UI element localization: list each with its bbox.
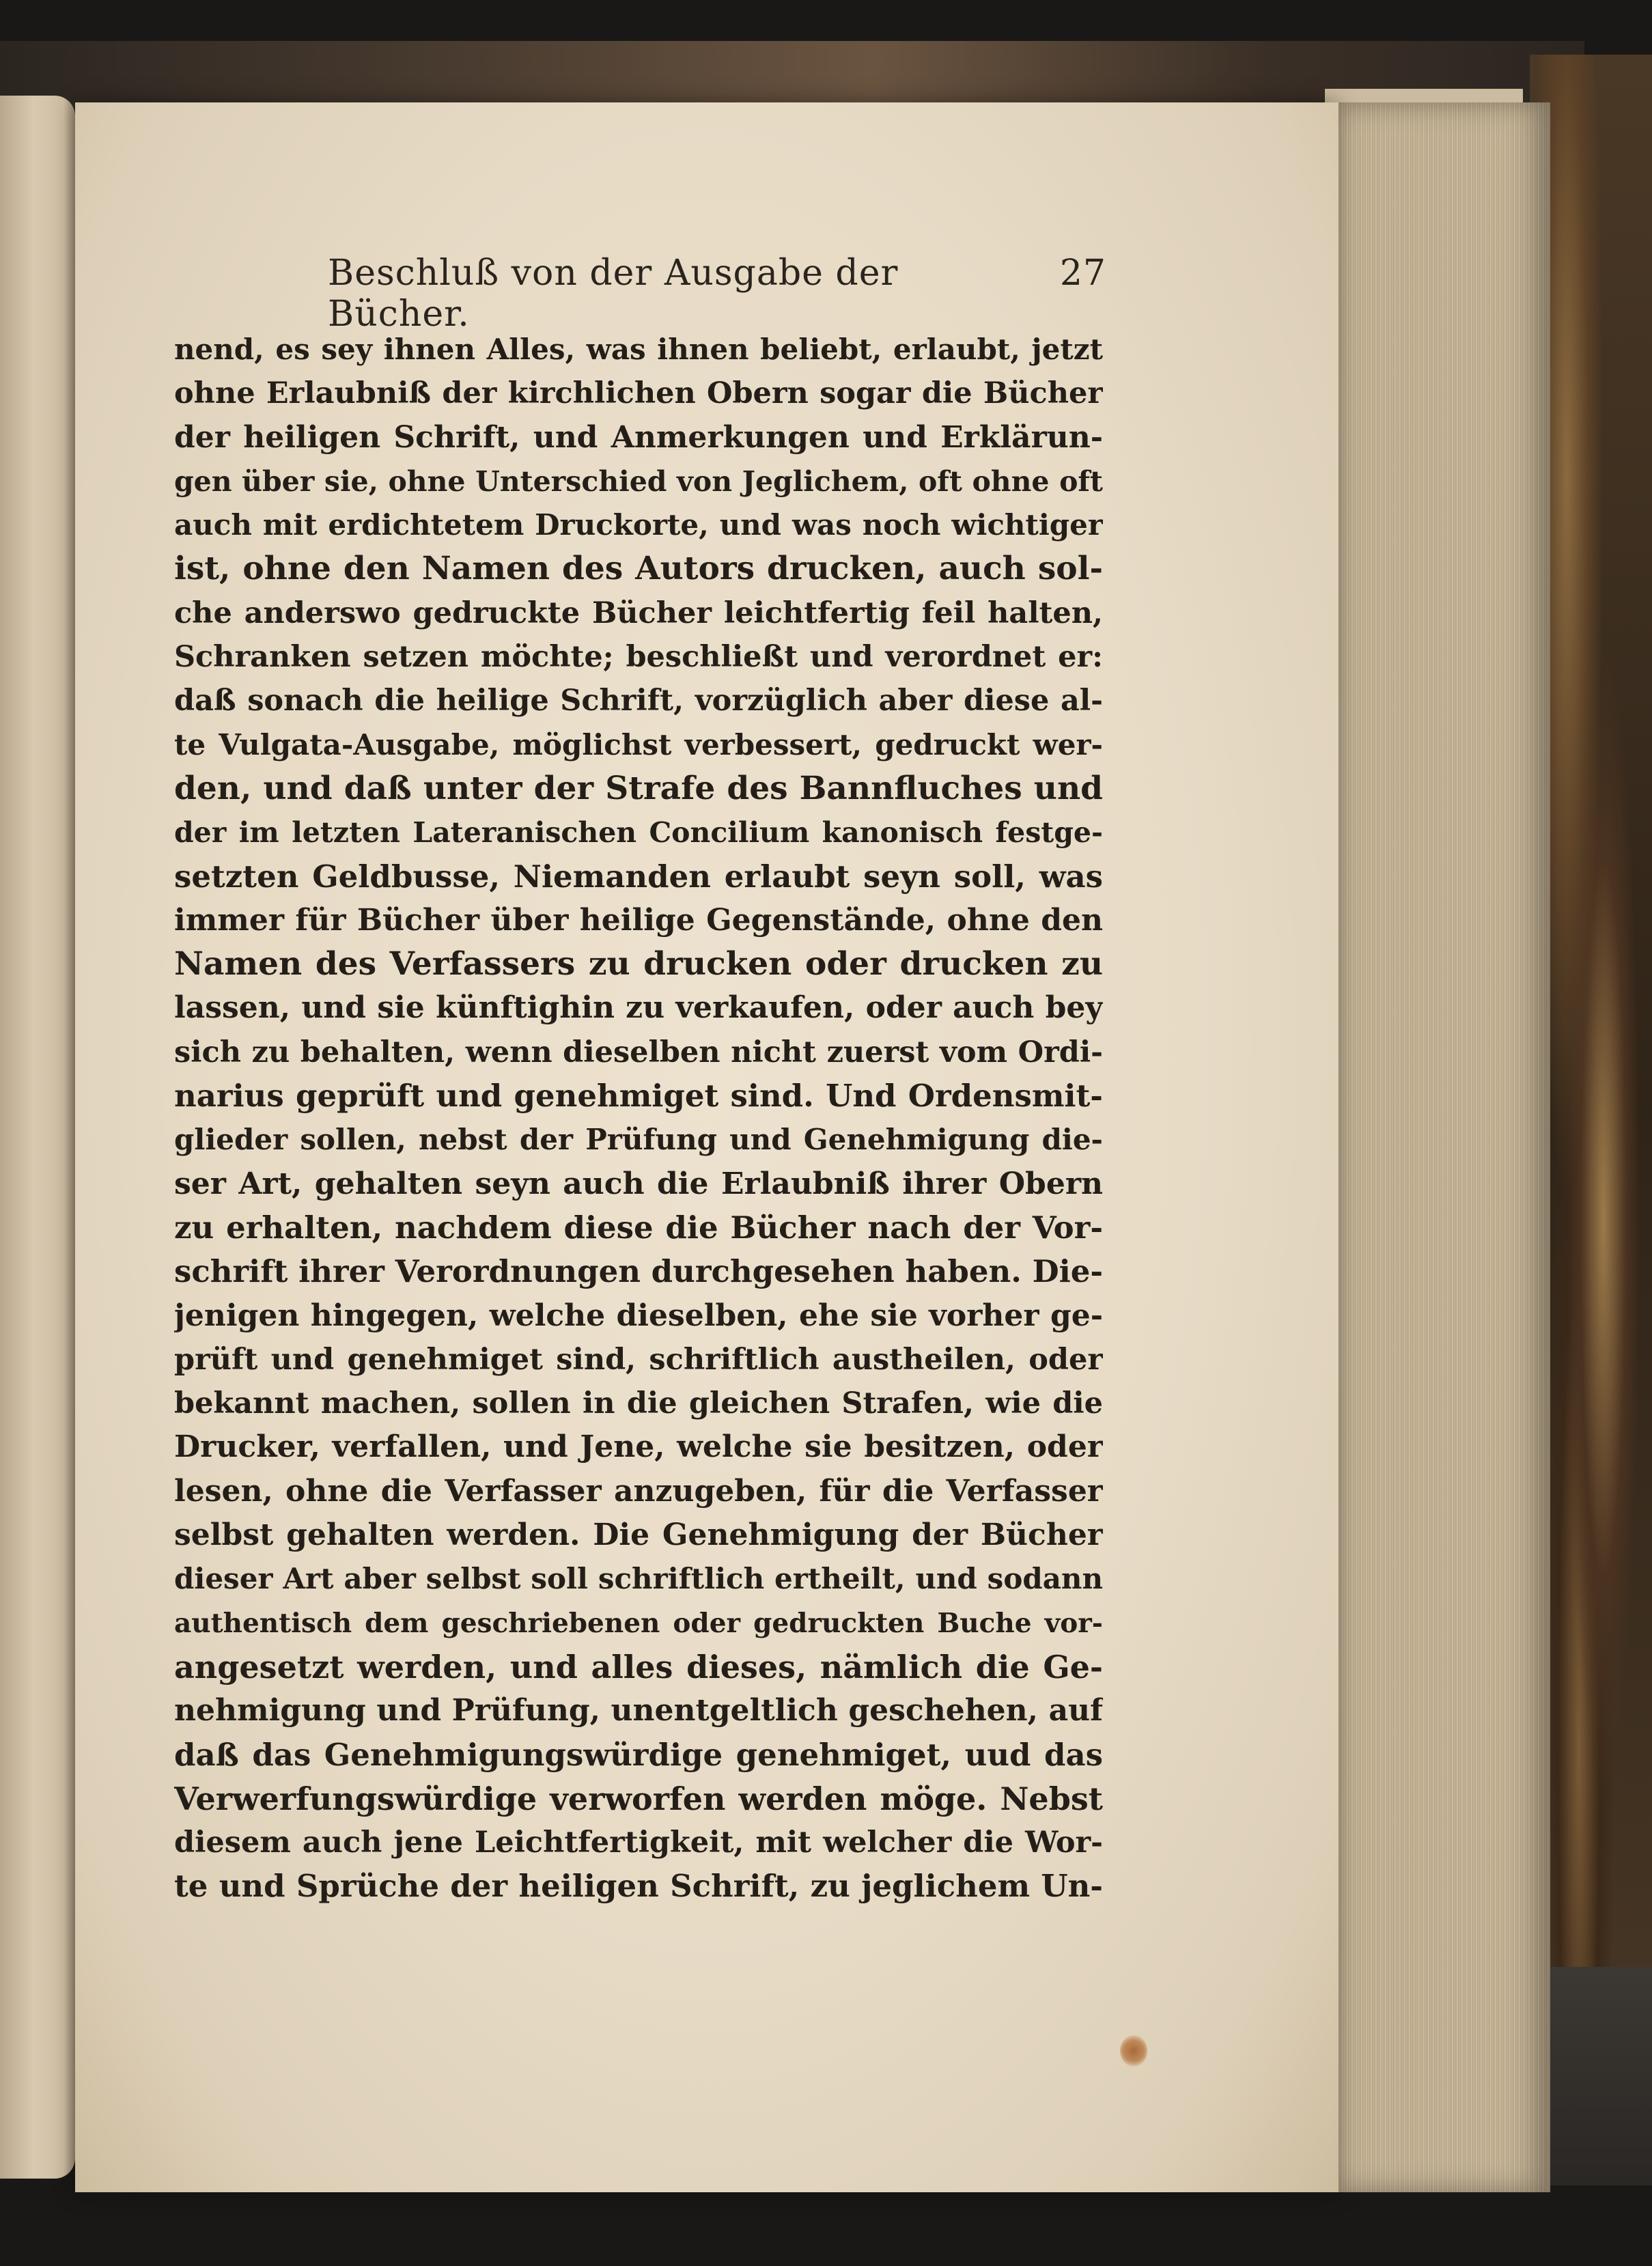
previous-page-edge [0, 96, 75, 2179]
text-line: Namen des Verfassers zu drucken oder drucken zu [174, 945, 1103, 983]
running-title: Beschluß von der Ausgabe der Bücher. [328, 253, 899, 335]
text-line: auch mit erdichtetem Druckorte, und was noch wichtiger [174, 508, 1103, 542]
paper-stain [1120, 2035, 1147, 2067]
text-line: immer für Bücher über heilige Gegenstände, ohne den [174, 902, 1103, 938]
text-line: ohne Erlaubniß der kirchlichen Obern sogar die Bücher [174, 376, 1103, 411]
text-line: schrift ihrer Verordnungen durchgesehen haben. Die- [174, 1253, 1103, 1290]
text-line: bekannt machen, sollen in die gleichen Strafen, wie die [174, 1386, 1103, 1421]
text-line: narius geprüft und genehmiget sind. Und Ordensmit- [174, 1078, 1103, 1115]
text-line: angesetzt werden, und alles dieses, nämlich die Ge- [174, 1648, 1103, 1685]
text-line: lassen, und sie künftighin zu verkaufen, oder auch bey [174, 990, 1103, 1026]
text-line: Verwerfungswürdige verworfen werden möge. Nebst [174, 1780, 1103, 1817]
text-line: glieder sollen, nebst der Prüfung und Genehmigung die- [174, 1123, 1103, 1157]
text-line: Schranken setzen möchte; beschließt und verordnet er: [174, 640, 1103, 675]
text-line: der heiligen Schrift, und Anmerkungen und Erklärun- [174, 419, 1103, 455]
page-stack-edges [1325, 102, 1550, 2192]
text-line: den, und daß unter der Strafe des Bannfluches und [174, 769, 1103, 807]
text-line: daß das Genehmigungswürdige genehmiget, uud das [174, 1736, 1103, 1773]
running-header [328, 253, 1106, 335]
text-line: nehmigung und Prüfung, unentgeltlich geschehen, auf [174, 1693, 1103, 1729]
text-line: gen über sie, ohne Unterschied von Jeglichem, oft ohne oft [174, 464, 1103, 498]
text-line: te und Sprüche der heiligen Schrift, zu jeglichem Un- [174, 1868, 1103, 1905]
text-line: te Vulgata-Ausgabe, möglichst verbessert, gedruckt wer- [174, 727, 1103, 761]
text-line: dieser Art aber selbst soll schriftlich ertheilt, und sodann [174, 1562, 1103, 1596]
text-line: selbst gehalten werden. Die Genehmigung der Bücher [174, 1517, 1103, 1553]
text-line: sich zu behalten, wenn dieselben nicht zuerst vom Ordi- [174, 1035, 1103, 1069]
text-line: daß sonach die heilige Schrift, vorzüglich aber diese al- [174, 684, 1103, 718]
text-line: diesem auch jene Leichtfertigkeit, mit welcher die Wor- [174, 1826, 1103, 1860]
text-line: jenigen hingegen, welche dieselben, ehe sie vorher ge- [174, 1298, 1103, 1333]
text-line: nend, es sey ihnen Alles, was ihnen beliebt, erlaubt, jetzt [174, 333, 1103, 366]
text-line: ser Art, gehalten seyn auch die Erlaubniß ihrer Obern [174, 1166, 1103, 1201]
text-line: setzten Geldbusse, Niemanden erlaubt seyn soll, was [174, 858, 1103, 895]
text-line: der im letzten Lateranischen Concilium kanonisch festge- [174, 816, 1103, 850]
page-number: 27 [1059, 253, 1106, 294]
text-line: che anderswo gedruckte Bücher leichtfertig feil halten, [174, 596, 1103, 630]
text-line: authentisch dem geschriebenen oder gedruckten Buche vor- [174, 1607, 1103, 1639]
text-line: ist, ohne den Namen des Autors drucken, auch sol- [174, 550, 1103, 588]
text-line: prüft und genehmiget sind, schriftlich austheilen, oder [174, 1342, 1103, 1377]
text-line: Drucker, verfallen, und Jene, welche sie besitzen, oder [174, 1429, 1103, 1465]
text-line: lesen, ohne die Verfasser anzugeben, für die Verfasser [174, 1473, 1103, 1509]
body-text [174, 328, 1103, 1909]
text-line: zu erhalten, nachdem diese die Bücher nach der Vor- [174, 1209, 1103, 1246]
